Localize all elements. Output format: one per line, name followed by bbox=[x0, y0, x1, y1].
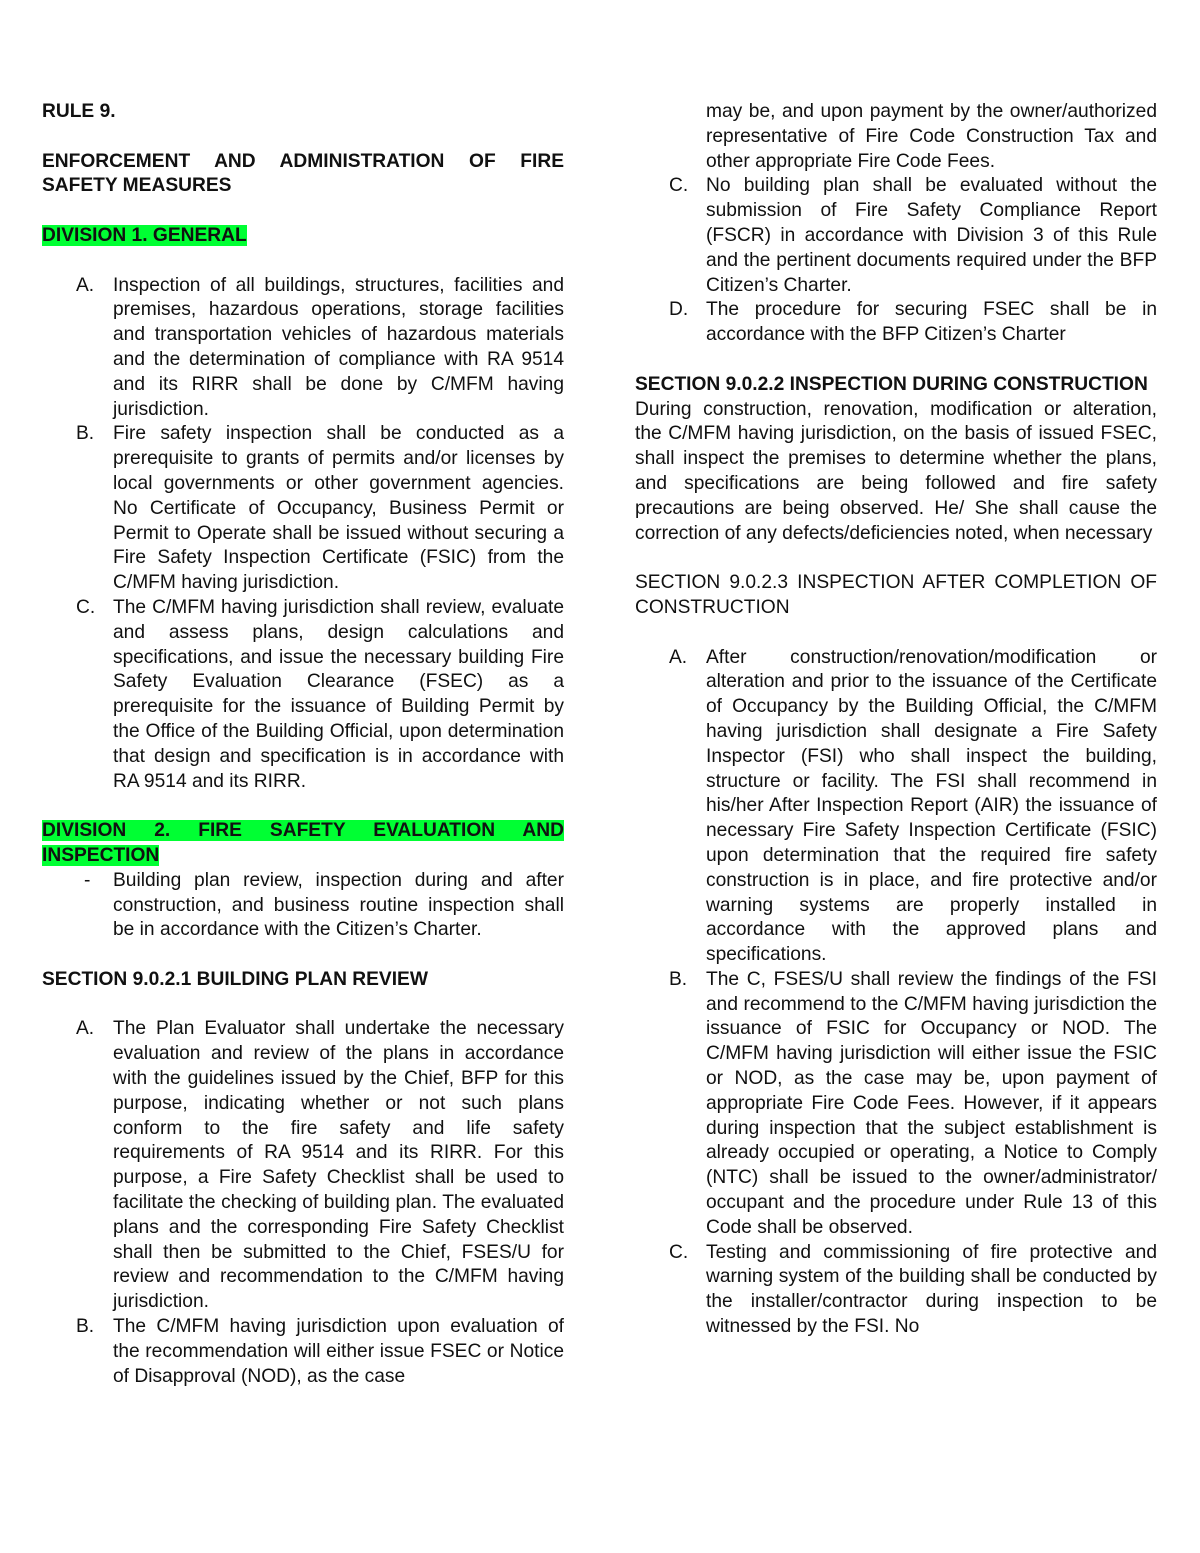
section-9022-heading: SECTION 9.0.2.2 INSPECTION DURING CONSTRUCTION bbox=[635, 373, 1148, 395]
list-marker: D. bbox=[669, 299, 689, 321]
section-9022-body: During construction, renovation, modification or alteration, the C/MFM having jurisdiction, on the basis of issued FSEC, shall inspect the premises to determine whether the plans, and specifications are being followed and fire safety precautions are being observed. He/ She shall cause the correction of any defects/deficiencies noted, when necessary bbox=[635, 398, 1157, 544]
list-item-text: Inspection of all buildings, structures, facilities and premises, hazardous operations, storage facilities and transportation vehicles of hazardous materials and the determination of compliance with RA 9514 and its RIRR shall be done by C/MFM having jurisdiction. bbox=[113, 274, 564, 420]
list-item bbox=[42, 1017, 564, 1315]
list-item bbox=[635, 298, 1157, 348]
section-9021-heading: SECTION 9.0.2.1 BUILDING PLAN REVIEW bbox=[42, 968, 428, 990]
list-item-text: Testing and commissioning of fire protective and warning system of the building shall be conducted by the installer/contractor during inspection to be witnessed by the FSI. No bbox=[706, 1241, 1157, 1338]
list-item-text: The procedure for securing FSEC shall be in accordance with the BFP Citizen’s Charter bbox=[706, 299, 1157, 346]
list-item bbox=[635, 646, 1157, 968]
section-9023-heading: SECTION 9.0.2.3 INSPECTION AFTER COMPLETION OF CONSTRUCTION bbox=[635, 572, 1157, 618]
division-2-heading: DIVISION 2. FIRE SAFETY EVALUATION AND INSPECTION bbox=[42, 820, 564, 866]
list-item-text: The Plan Evaluator shall undertake the necessary evaluation and review of the plans in accordance with the guidelines issued by the Chief, BFP for this purpose, indicating whether or not such plans conform to the fire safety and life safety requirements of RA 9514 and its RIRR. For this purpose, a Fire Safety Checklist shall be used to facilitate the checking of building plan. The evaluated plans and the corresponding Fire Safety Checklist shall then be submitted to the Chief, FSES/U for review and recommendation to the C/MFM having jurisdiction. bbox=[113, 1018, 564, 1313]
list-item bbox=[42, 1315, 564, 1389]
list-item bbox=[635, 1241, 1157, 1340]
left-column bbox=[42, 100, 564, 1389]
list-item-text: After construction/renovation/modification or alteration and prior to the issuance of the Certificate of Occupancy by the Building Official, the C/MFM having jurisdiction shall designate a Fire Safety Inspector (FSI) who shall inspect the building, structure or facility. The FSI shall recommend in his/her After Inspection Report (AIR) the issuance of necessary Fire Safety Inspection Certificate (FSIC) upon determination that the required fire safety construction is in place, and fire protective and/or warning systems are properly installed in accordance with the approved plans and specifications. bbox=[706, 646, 1157, 966]
list-item bbox=[42, 274, 564, 423]
list-marker: A. bbox=[76, 274, 95, 296]
list-marker: C. bbox=[76, 596, 96, 618]
section-9023-list bbox=[635, 646, 1157, 1340]
division-1-heading: DIVISION 1. GENERAL bbox=[42, 224, 247, 246]
list-item-text: Building plan review, inspection during and after construction, and business routine inspection shall be in accordance with the Citizen’s Charter. bbox=[113, 869, 564, 941]
list-item bbox=[42, 422, 564, 596]
section-9021-list bbox=[42, 1017, 564, 1389]
list-marker: B. bbox=[669, 968, 688, 990]
list-marker: A. bbox=[76, 1018, 95, 1040]
list-marker: - bbox=[84, 869, 91, 891]
list-item-text: Fire safety inspection shall be conducted as a prerequisite to grants of permits and/or licenses by local governments or other government agencies. No Certificate of Occupancy, Business Permit or Permit to Operate shall be issued without securing a Fire Safety Inspection Certificate (FSIC) from the C/MFM having jurisdiction. bbox=[113, 423, 564, 594]
list-marker: C. bbox=[669, 1241, 689, 1263]
list-marker: A. bbox=[669, 646, 688, 668]
list-item bbox=[635, 968, 1157, 1241]
list-marker: C. bbox=[669, 175, 689, 197]
list-marker: B. bbox=[76, 423, 95, 445]
list-marker: B. bbox=[76, 1316, 95, 1338]
list-item-text: No building plan shall be evaluated without the submission of Fire Safety Compliance Report (FSCR) in accordance with Division 3 of this Rule and the pertinent documents required under the BFP Citizen’s Charter. bbox=[706, 175, 1157, 296]
list-item-text: The C, FSES/U shall review the findings of the FSI and recommend to the C/MFM having jurisdiction the issuance of FSIC for Occupancy or NOD. The C/MFM having jurisdiction will either issue the FSIC or NOD, as the case may be, upon payment of appropriate Fire Code Fees. However, if it appears during inspection that the subject establishment is already occupied or operating, a Notice to Comply (NTC) shall be issued to the owner/administrator/ occupant and the procedure under Rule 13 of this Code shall be observed. bbox=[706, 968, 1157, 1238]
right-column bbox=[635, 100, 1157, 1340]
list-item bbox=[42, 869, 564, 943]
list-item bbox=[635, 174, 1157, 298]
continued-text: may be, and upon payment by the owner/authorized representative of Fire Code Construction Tax and other appropriate Fire Code Fees. bbox=[706, 101, 1157, 172]
section-9021-list-continued bbox=[635, 174, 1157, 348]
list-item-text: The C/MFM having jurisdiction shall review, evaluate and assess plans, design calculations and specifications, and issue the necessary building Fire Safety Evaluation Clearance (FSEC) as a prerequisite for the issuance of Building Permit by the Office of the Building Official, upon determination that design and specification is in accordance with RA 9514 and its RIRR. bbox=[113, 596, 564, 792]
list-item-text: The C/MFM having jurisdiction upon evaluation of the recommendation will either issue FSEC or Notice of Disapproval (NOD), as the case bbox=[113, 1316, 564, 1387]
list-item bbox=[42, 596, 564, 794]
rule-title: RULE 9. bbox=[42, 101, 116, 122]
division-1-list bbox=[42, 274, 564, 795]
rule-heading: ENFORCEMENT AND ADMINISTRATION OF FIRE SAFETY MEASURES bbox=[42, 150, 564, 197]
